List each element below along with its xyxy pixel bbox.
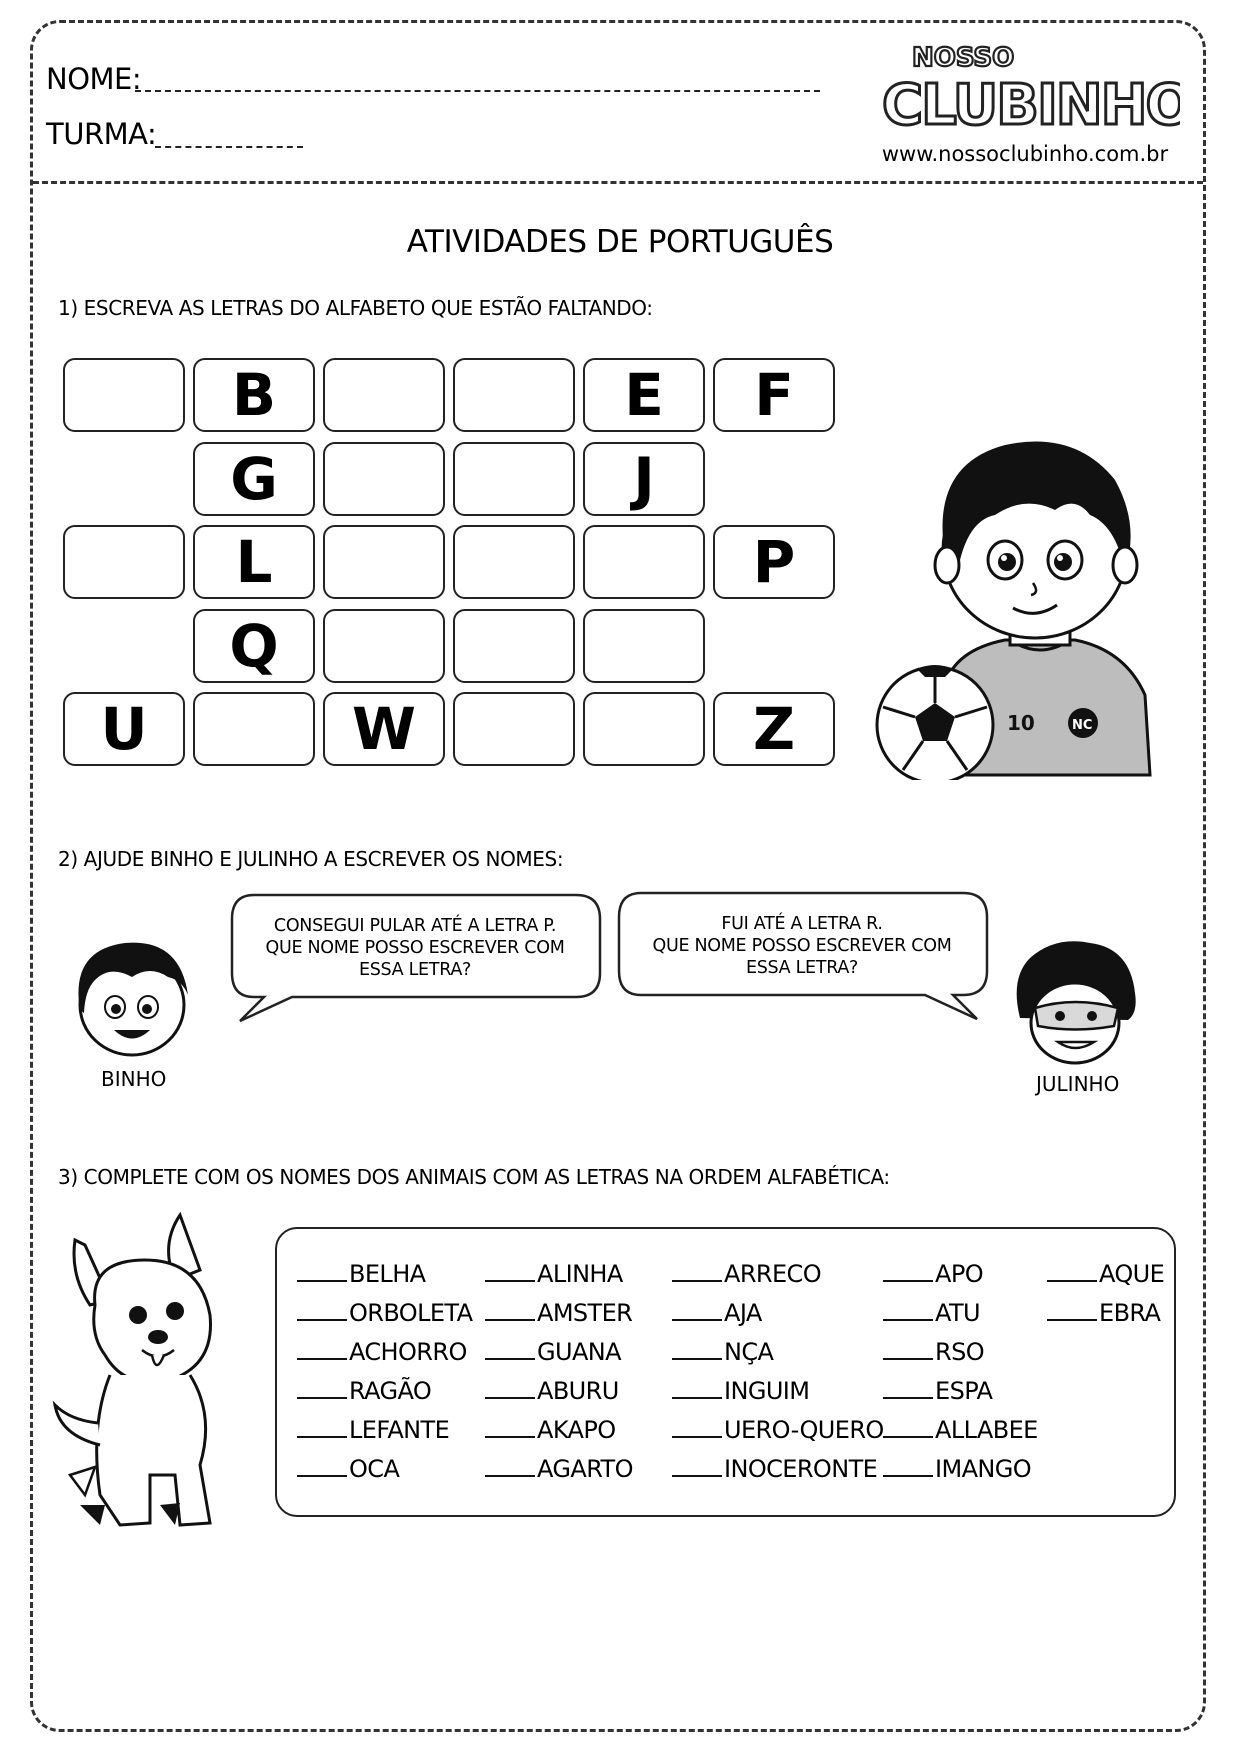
animal-word-item — [883, 1260, 983, 1288]
missing-letter-blank[interactable] — [297, 1338, 347, 1360]
question-1-prompt: 1) ESCREVA AS LETRAS DO ALFABETO QUE ESTÃO FALTANDO: — [58, 296, 653, 320]
missing-letter-blank[interactable] — [672, 1377, 722, 1399]
letter-box-filled: E — [583, 358, 705, 432]
animal-word-item — [883, 1338, 984, 1366]
letter-box-empty[interactable] — [453, 525, 575, 599]
animal-word-item — [485, 1455, 633, 1483]
animal-word-text: INGUIM — [724, 1377, 810, 1405]
svg-text:NOSSO: NOSSO — [912, 43, 1015, 73]
animal-word-item — [485, 1260, 623, 1288]
speech-bubble-julinho — [617, 891, 987, 999]
animal-word-text: RAGÃO — [349, 1377, 432, 1405]
bubble-julinho-line: ESSA LETRA? — [745, 958, 859, 978]
missing-letter-blank[interactable] — [297, 1377, 347, 1399]
missing-letter-blank[interactable] — [485, 1377, 535, 1399]
animal-word-text: ESPA — [935, 1377, 993, 1405]
letter-box-filled: Z — [713, 692, 835, 766]
name-field[interactable] — [135, 90, 820, 92]
animal-word-text: GUANA — [537, 1338, 621, 1366]
animal-word-item — [672, 1260, 821, 1288]
animal-word-text: LEFANTE — [349, 1416, 450, 1444]
animal-word-item — [672, 1338, 773, 1366]
animal-word-item — [485, 1338, 621, 1366]
missing-letter-blank[interactable] — [1047, 1260, 1097, 1282]
speech-bubble-binho — [230, 893, 600, 1001]
animal-word-text: NÇA — [724, 1338, 774, 1366]
missing-letter-blank[interactable] — [297, 1299, 347, 1321]
missing-letter-blank[interactable] — [485, 1416, 535, 1438]
letter-box-empty[interactable] — [323, 442, 445, 516]
animal-word-item — [883, 1299, 980, 1327]
header-divider — [33, 181, 1203, 184]
letter-box-filled: Q — [193, 609, 315, 683]
animal-word-text: BELHA — [349, 1260, 426, 1288]
letter-box-empty[interactable] — [453, 609, 575, 683]
animal-word-text: RSO — [935, 1338, 985, 1366]
animal-word-text: ABURU — [537, 1377, 619, 1405]
class-field[interactable] — [155, 146, 303, 148]
letter-box-filled: P — [713, 525, 835, 599]
letter-box-filled: G — [193, 442, 315, 516]
missing-letter-blank[interactable] — [672, 1416, 722, 1438]
question-2-prompt: 2) AJUDE BINHO E JULINHO A ESCREVER OS NOMES: — [58, 847, 564, 871]
animal-word-text: AJA — [724, 1299, 762, 1327]
animal-word-text: AQUE — [1099, 1260, 1165, 1288]
letter-box-empty[interactable] — [323, 609, 445, 683]
missing-letter-blank[interactable] — [883, 1455, 933, 1477]
julinho-face-illustration — [1010, 938, 1140, 1068]
letter-box-filled: B — [193, 358, 315, 432]
animal-word-text: ALINHA — [537, 1260, 623, 1288]
missing-letter-blank[interactable] — [672, 1338, 722, 1360]
page-title: ATIVIDADES DE PORTUGUÊS — [406, 224, 834, 260]
website-url: www.nossoclubinho.com.br — [881, 142, 1169, 166]
missing-letter-blank[interactable] — [883, 1416, 933, 1438]
svg-text:NC: NC — [1072, 718, 1093, 733]
class-label: TURMA: — [46, 117, 157, 151]
animal-word-text: ARRECO — [724, 1260, 821, 1288]
missing-letter-blank[interactable] — [672, 1260, 722, 1282]
dog-illustration — [50, 1205, 240, 1535]
animal-word-item — [297, 1455, 399, 1483]
animal-word-item — [485, 1416, 616, 1444]
animal-word-text: EBRA — [1099, 1299, 1161, 1327]
animal-word-text: APO — [935, 1260, 983, 1288]
animal-word-item — [883, 1455, 1031, 1483]
letter-box-empty[interactable] — [63, 358, 185, 432]
letter-box-empty[interactable] — [323, 525, 445, 599]
animal-word-text: ACHORRO — [349, 1338, 467, 1366]
animal-word-text: AMSTER — [537, 1299, 633, 1327]
svg-text:10: 10 — [1007, 711, 1035, 735]
animal-word-text: AGARTO — [537, 1455, 633, 1483]
missing-letter-blank[interactable] — [883, 1377, 933, 1399]
binho-face-illustration — [70, 935, 195, 1060]
missing-letter-blank[interactable] — [883, 1299, 933, 1321]
letter-box-filled: L — [193, 525, 315, 599]
animal-word-text: ALLABEE — [935, 1416, 1038, 1444]
animal-word-item — [297, 1338, 467, 1366]
missing-letter-blank[interactable] — [485, 1455, 535, 1477]
animal-word-text: AKAPO — [537, 1416, 616, 1444]
animal-word-text: ORBOLETA — [349, 1299, 473, 1327]
missing-letter-blank[interactable] — [883, 1260, 933, 1282]
bubble-binho-line: ESSA LETRA? — [358, 960, 472, 980]
animal-word-item — [485, 1377, 619, 1405]
question-3-prompt: 3) COMPLETE COM OS NOMES DOS ANIMAIS COM AS LETRAS NA ORDEM ALFABÉTICA: — [58, 1165, 890, 1189]
letter-box-filled: U — [63, 692, 185, 766]
missing-letter-blank[interactable] — [297, 1455, 347, 1477]
animal-word-text: INOCERONTE — [724, 1455, 878, 1483]
missing-letter-blank[interactable] — [485, 1260, 535, 1282]
animal-word-item — [883, 1377, 992, 1405]
animal-word-text: IMANGO — [935, 1455, 1032, 1483]
animal-word-text: OCA — [349, 1455, 400, 1483]
missing-letter-blank[interactable] — [672, 1455, 722, 1477]
letter-box-filled: F — [713, 358, 835, 432]
missing-letter-blank[interactable] — [297, 1260, 347, 1282]
animal-word-item — [883, 1416, 1038, 1444]
letter-box-empty[interactable] — [583, 525, 705, 599]
letter-box-empty[interactable] — [63, 525, 185, 599]
letter-box-empty[interactable] — [453, 692, 575, 766]
missing-letter-blank[interactable] — [672, 1299, 722, 1321]
julinho-name: JULINHO — [1036, 1072, 1120, 1096]
animal-word-item — [672, 1416, 884, 1444]
bubble-binho-text — [250, 915, 580, 981]
nosso-clubinho-logo — [880, 36, 1180, 136]
animal-word-item — [297, 1416, 449, 1444]
letter-box-empty[interactable] — [323, 358, 445, 432]
animal-word-item — [485, 1299, 632, 1327]
letter-box-filled: W — [323, 692, 445, 766]
boy-with-ball-illustration — [875, 425, 1155, 780]
animal-word-item — [672, 1377, 809, 1405]
animal-word-item — [672, 1455, 877, 1483]
svg-text:CLUBINHO: CLUBINHO — [882, 73, 1180, 136]
animal-word-item — [1047, 1299, 1160, 1327]
name-label: NOME: — [46, 62, 142, 96]
animal-word-text: ATU — [935, 1299, 980, 1327]
missing-letter-blank[interactable] — [297, 1416, 347, 1438]
animal-word-item — [1047, 1260, 1164, 1288]
letter-box-empty[interactable] — [583, 692, 705, 766]
animal-word-item — [297, 1377, 431, 1405]
binho-name: BINHO — [101, 1067, 167, 1091]
bubble-julinho-text — [637, 913, 967, 979]
missing-letter-blank[interactable] — [485, 1299, 535, 1321]
letter-box-empty[interactable] — [583, 609, 705, 683]
letter-box-empty[interactable] — [193, 692, 315, 766]
missing-letter-blank[interactable] — [883, 1338, 933, 1360]
animal-word-text: UERO-QUERO — [724, 1416, 884, 1444]
animal-word-item — [297, 1299, 472, 1327]
animal-word-item — [672, 1299, 762, 1327]
bubble-julinho-line: QUE NOME POSSO ESCREVER COM — [652, 936, 952, 956]
missing-letter-blank[interactable] — [1047, 1299, 1097, 1321]
bubble-binho-line: QUE NOME POSSO ESCREVER COM — [265, 938, 565, 958]
missing-letter-blank[interactable] — [485, 1338, 535, 1360]
letter-box-filled: J — [583, 442, 705, 516]
animal-word-item — [297, 1260, 425, 1288]
letter-box-empty[interactable] — [453, 358, 575, 432]
bubble-binho-line: CONSEGUI PULAR ATÉ A LETRA P. — [273, 916, 557, 936]
letter-box-empty[interactable] — [453, 442, 575, 516]
bubble-julinho-line: FUI ATÉ A LETRA R. — [721, 914, 883, 934]
